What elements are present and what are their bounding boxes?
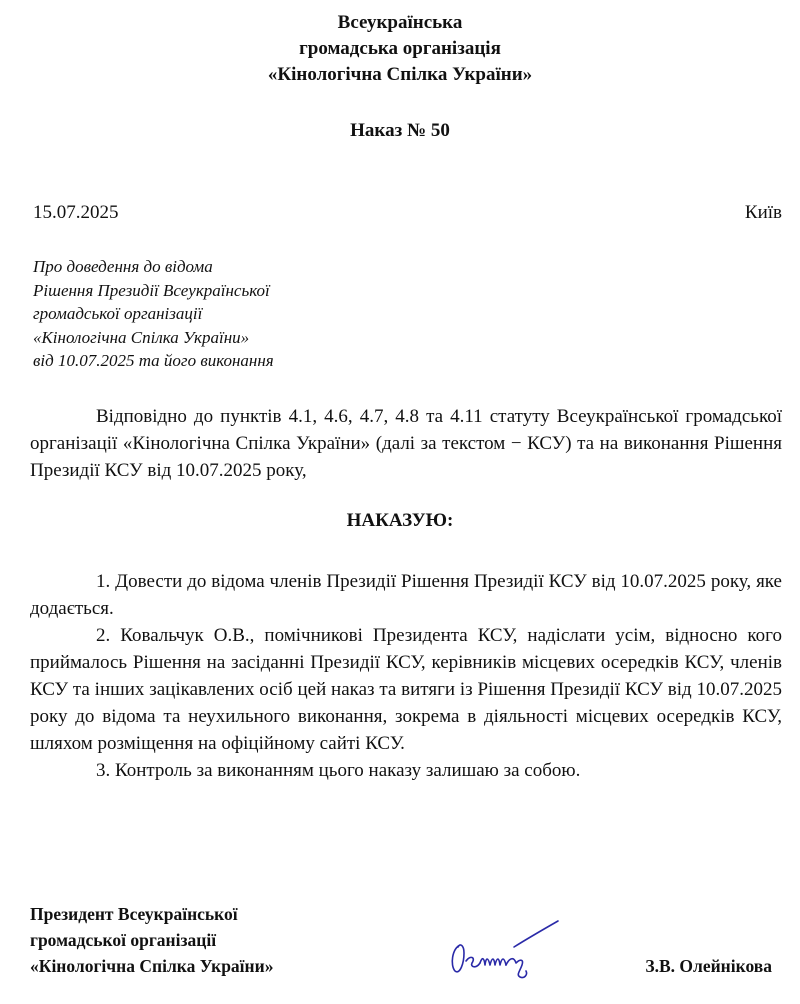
signatory-position [30,901,410,979]
subject-line: громадської організації [33,304,203,323]
subject-line: Про доведення до відома [33,257,213,276]
order-title: Наказ № 50 [350,120,450,141]
order-subject [33,255,453,373]
order-item-2: 2. Ковальчук О.В., помічникові Президента КСУ, надіслати усім, відносно кого приймалось Рішення на засіданні Президії КСУ, керівників місцевих осередків КСУ, членів КСУ та інших зацікавлених осіб цей наказ та витяги із Рішення Президії КСУ від 10.07.2025 року до відома та неухильного виконання, зокрема в діяльності місцевих осередків КСУ, шляхом розміщення на офіційному сайті КСУ. [30,625,782,754]
order-item-1: 1. Довести до відома членів Президії Рішення Президії КСУ від 10.07.2025 року, яке додається. [30,571,782,619]
position-line-2: громадської організації [30,930,217,950]
subject-line: від 10.07.2025 та його виконання [33,351,274,370]
org-name-line-1: Всеукраїнська [337,12,463,33]
organization-header [0,10,800,88]
org-name-line-3: «Кінологічна Спілка України» [267,64,533,85]
position-line-1: Президент Всеукраїнської [30,904,238,924]
order-directive-heading: НАКАЗУЮ: [346,510,454,531]
order-items [30,568,782,784]
subject-line: Рішення Президії Всеукраїнської [33,280,270,300]
signer-name: З.В. Олейнікова [645,956,772,976]
handwritten-signature [440,915,580,985]
preamble-paragraph: Відповідно до пунктів 4.1, 4.6, 4.7, 4.8 та 4.11 статуту Всеукраїнської громадської організації «Кінологічна Спілка України» (далі за текстом − КСУ) та на виконання Рішення Президії КСУ від 10.07.2025 року, [30,406,782,481]
position-line-3: «Кінологічна Спілка України» [30,956,274,976]
order-item-3: 3. Контроль за виконанням цього наказу залишаю за собою. [96,760,581,781]
document-date: 15.07.2025 [33,202,119,223]
org-name-line-2: громадська організація [299,38,501,59]
document-city: Київ [744,202,782,223]
subject-line: «Кінологічна Спілка України» [33,327,250,347]
